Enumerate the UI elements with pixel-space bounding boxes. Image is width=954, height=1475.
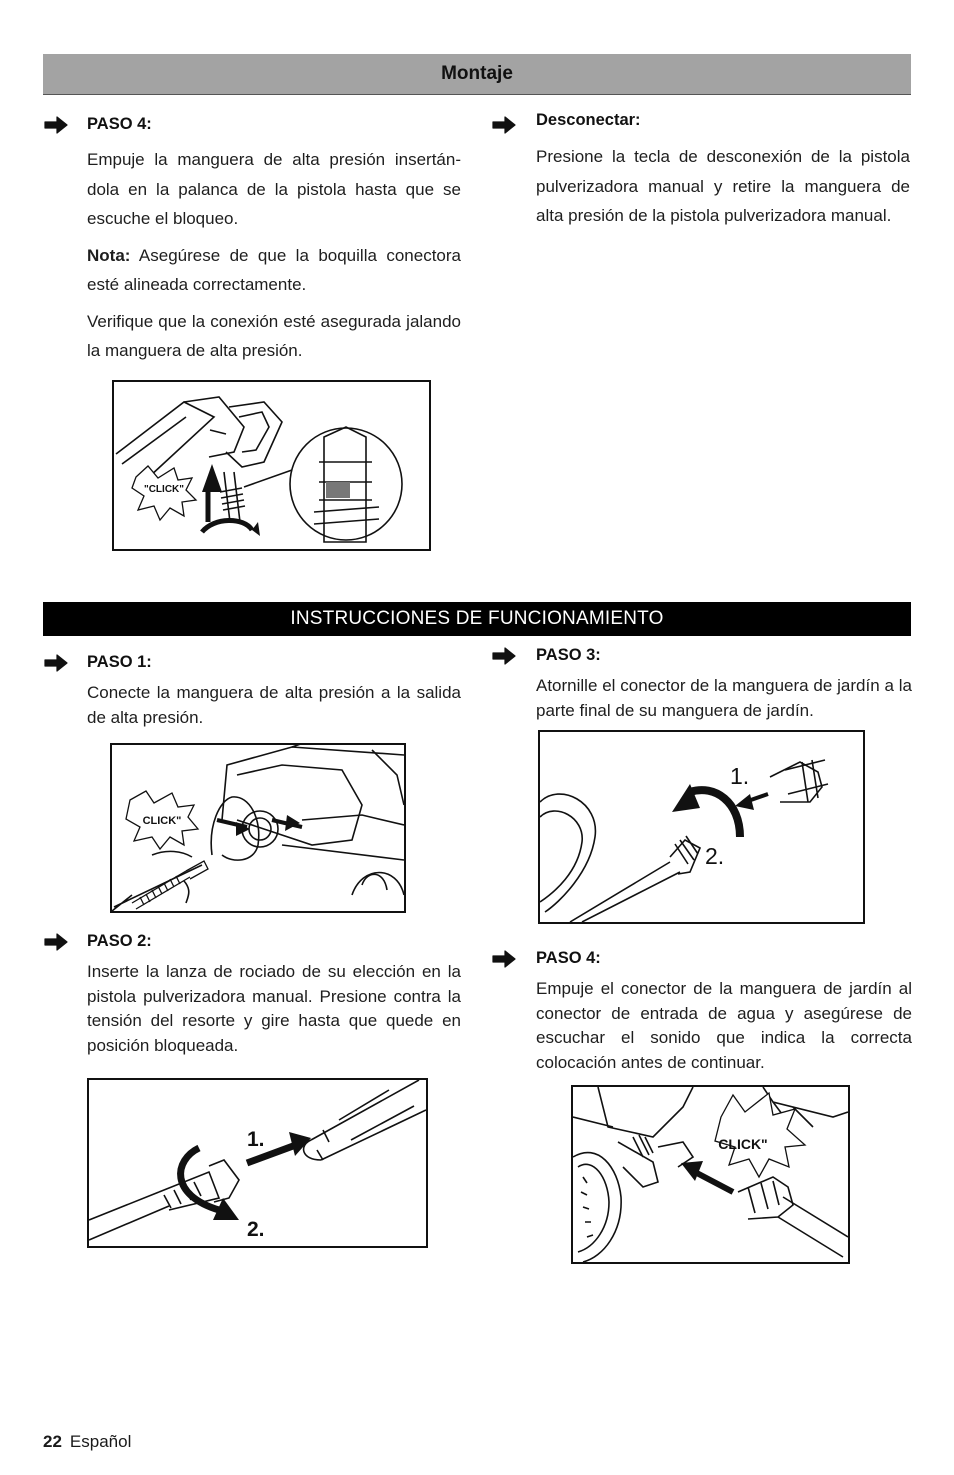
step-body: [536, 977, 912, 1075]
step-heading: PASO 4:: [87, 115, 152, 133]
page-number: 22: [43, 1432, 62, 1451]
arrow-bullet-icon: [43, 654, 69, 672]
step-label-2: 2.: [705, 843, 725, 869]
arrow-bullet-icon: [491, 647, 517, 665]
click-label: CLICK": [142, 815, 182, 827]
step-label-1: 1.: [247, 1128, 265, 1151]
paragraph: Conecte la manguera de alta presión a la salida de alta presión.: [87, 683, 461, 727]
footer-language: Español: [69, 1432, 132, 1451]
paragraph: Empuje el conector de la manguera de jardín al conector de entrada de agua y asegúrese de escuchar el sonido que indica la correcta colocación antes de continuar.: [536, 979, 912, 1072]
figure-garden-hose-connector: [538, 730, 865, 924]
figure-high-pressure-outlet: [110, 743, 406, 913]
arrow-bullet-icon: [43, 933, 69, 951]
gun-hose-illustration: [114, 382, 429, 549]
step-body: [536, 142, 910, 238]
step-heading: Desconectar:: [536, 111, 641, 129]
click-label: CLICK": [718, 1136, 768, 1152]
arrow-bullet-icon: [491, 116, 517, 134]
figure-gun-hose-connection: [112, 380, 431, 551]
note-paragraph: [87, 241, 461, 300]
section-title: Montaje: [441, 63, 513, 84]
section-title: INSTRUCCIONES DE FUNCIONAMIENTO: [290, 608, 664, 629]
step-label-2: 2.: [247, 1218, 265, 1241]
paragraph: Verifique que la conexión esté asegurada jalando la manguera de alta presión.: [87, 311, 461, 360]
section-header-instrucciones: [43, 602, 911, 636]
nozzle-illustration: [89, 1080, 426, 1246]
step-body: [87, 681, 461, 730]
step-body: [87, 145, 461, 373]
note-label: Nota:: [87, 245, 131, 265]
step-heading: PASO 3:: [536, 646, 601, 664]
figure-spray-nozzle-insert: [87, 1078, 428, 1248]
page-footer: [43, 1432, 131, 1452]
step-label-1: 1.: [730, 763, 750, 789]
paragraph: Empuje la manguera de alta presión insertán-dola en la palanca de la pistola hasta que se escuche el bloqueo.: [87, 150, 461, 228]
paragraph: Inserte la lanza de rociado de su elección en la pistola pulverizadora manual. Presione contra la tensión del resorte y gire hasta que quede en posición bloqueada.: [87, 962, 461, 1055]
garden-hose-illustration: [540, 732, 863, 922]
arrow-bullet-icon: [43, 116, 69, 134]
click-label: "CLICK": [143, 484, 185, 495]
figure-water-inlet-connector: [571, 1085, 850, 1264]
section-header-montaje: [43, 54, 911, 95]
step-body: [87, 960, 461, 1058]
step-body: [536, 674, 912, 723]
note-text: Asegúrese de que la boquilla conectora esté alineada correctamente.: [87, 245, 461, 294]
arrow-bullet-icon: [491, 950, 517, 968]
outlet-illustration: [112, 745, 404, 911]
step-heading: PASO 2:: [87, 932, 152, 950]
paragraph: Presione la tecla de desconexión de la pistola pulverizadora manual y retire la manguera de alta presión de la pistola pulverizadora manual.: [536, 147, 910, 225]
water-inlet-illustration: [573, 1087, 848, 1262]
step-heading: PASO 4:: [536, 949, 601, 967]
step-heading: PASO 1:: [87, 653, 152, 671]
paragraph: Atornille el conector de la manguera de jardín a la parte final de su manguera de jardín.: [536, 676, 912, 720]
